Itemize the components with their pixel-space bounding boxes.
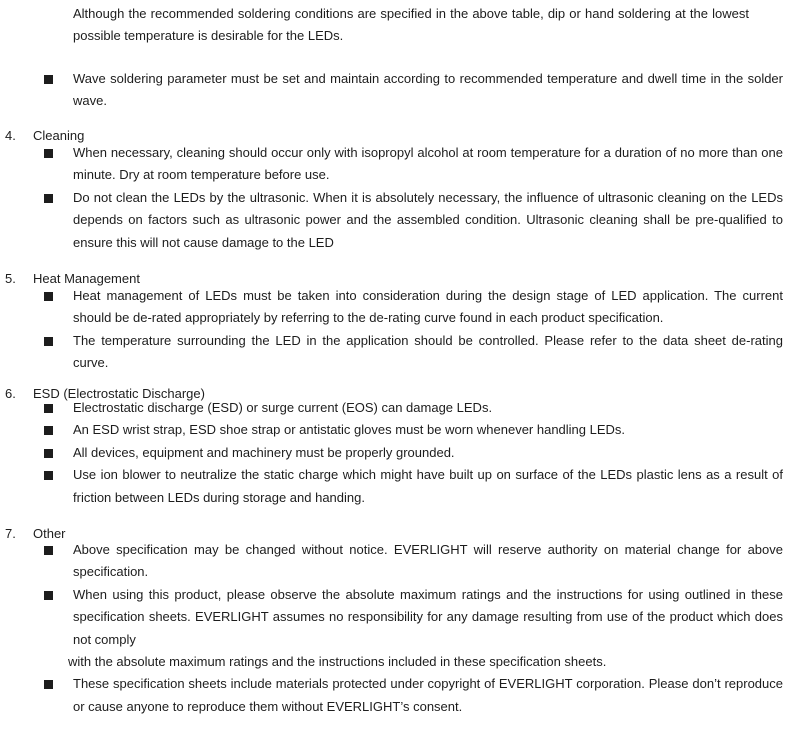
list-item	[44, 539, 783, 584]
list-item	[44, 285, 783, 330]
bullet-square-icon	[44, 337, 53, 346]
bullet-square-icon	[44, 404, 53, 413]
bullet-text: Electrostatic discharge (ESD) or surge current (EOS) can damage LEDs.	[73, 400, 493, 415]
bullet-text: Do not clean the LEDs by the ultrasonic. When it is absolutely necessary, the influence of ultrasonic cleaning on the LEDs depends on factors such as ultrasonic power and the assembled condition. Ultrasonic cleaning shall be pre-qualified to ensure this will not cause damage to the LED	[73, 189, 783, 250]
bullet-text	[68, 584, 783, 674]
bullet-text: When necessary, cleaning should occur only with isopropyl alcohol at room temperature for a duration of no more than one minute. Dry at room temperature before use.	[73, 145, 783, 183]
list-item	[44, 330, 783, 375]
list-item	[44, 673, 783, 718]
list-item	[44, 142, 783, 187]
bullet-square-icon	[44, 75, 53, 84]
bullet-text: Use ion blower to neutralize the static charge which might have built up on surface of the LEDs plastic lens as a result of friction between LEDs during storage and handing.	[73, 467, 783, 505]
list-item	[44, 442, 783, 464]
bullet-text: Wave soldering parameter must be set and maintain according to recommended temperature and dwell time in the solder wave.	[73, 71, 783, 109]
paragraph-soldering-note: Although the recommended soldering conditions are specified in the above table, dip or hand soldering at the lowest possible temperature is desirable for the LEDs.	[73, 6, 749, 44]
section-title: ESD (Electrostatic Discharge)	[33, 386, 205, 401]
bullet-square-icon	[44, 471, 53, 480]
section-number: 5.	[5, 271, 16, 286]
bullet-text-line: When using this product, please observe the absolute maximum ratings and the instructions for using outlined in these specification sheets. EVERLIGHT assumes no responsibility for any damage resulting from use of the product which does not comply	[73, 586, 783, 647]
section-number: 4.	[5, 128, 16, 143]
bullet-list-heat-management	[44, 285, 783, 375]
bullet-text: All devices, equipment and machinery must be properly grounded.	[73, 444, 455, 460]
bullet-text: Above specification may be changed without notice. EVERLIGHT will reserve authority on material change for above specification.	[73, 542, 783, 580]
bullet-text: An ESD wrist strap, ESD shoe strap or antistatic gloves must be worn whenever handling LEDs.	[73, 422, 626, 438]
section-title: Heat Management	[33, 271, 140, 286]
bullet-list-other	[44, 539, 783, 718]
bullet-square-icon	[44, 546, 53, 555]
bullet-square-icon	[44, 426, 53, 435]
list-item	[44, 187, 783, 254]
list-item	[44, 419, 783, 441]
bullet-square-icon	[44, 292, 53, 301]
list-item	[44, 584, 783, 674]
bullet-list-esd	[44, 397, 783, 509]
section-title: Cleaning	[33, 128, 85, 143]
bullet-square-icon	[44, 591, 53, 600]
bullet-text: The temperature surrounding the LED in the application should be controlled. Please refer to the data sheet de-rating curve.	[73, 332, 783, 371]
bullet-text: Heat management of LEDs must be taken into consideration during the design stage of LED application. The current should be de-rated appropriately by referring to the de-rating curve found in each product specification.	[73, 288, 783, 326]
section-number: 7.	[5, 526, 16, 541]
bullet-square-icon	[44, 194, 53, 203]
list-item	[44, 464, 783, 509]
section-title: Other	[33, 526, 66, 541]
bullet-text-continuation: with the absolute maximum ratings and the instructions included in these specification sheets.	[68, 654, 607, 670]
bullet-square-icon	[44, 680, 53, 689]
bullet-square-icon	[44, 149, 53, 158]
section-number: 6.	[5, 386, 16, 401]
list-item	[44, 68, 783, 113]
bullet-text: These specification sheets include materials protected under copyright of EVERLIGHT corporation. Please don’t reproduce or cause anyone to reproduce them without EVERLIGHT’s consent.	[73, 676, 783, 714]
bullet-list-soldering	[44, 68, 783, 113]
list-item	[44, 397, 783, 419]
bullet-square-icon	[44, 449, 53, 458]
bullet-list-cleaning	[44, 142, 783, 254]
